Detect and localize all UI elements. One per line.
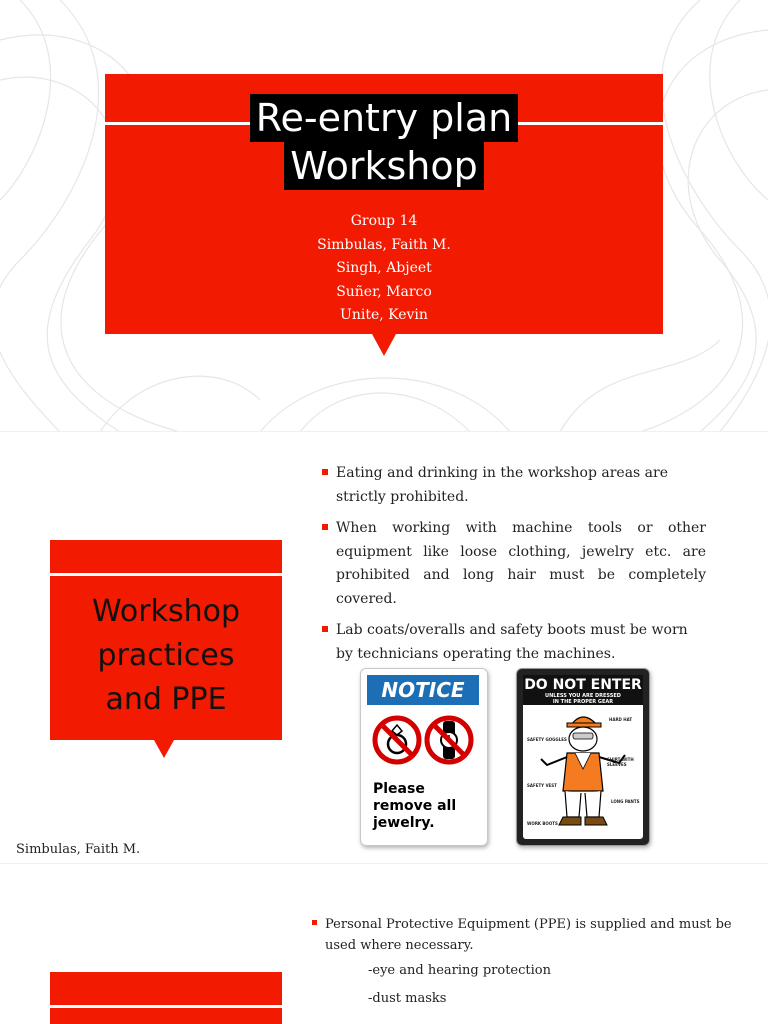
notice-header: NOTICE xyxy=(367,675,479,705)
section-title-rule xyxy=(50,1005,282,1008)
list-item: Lab coats/overalls and safety boots must be worn by technicians operating the machines. xyxy=(322,619,706,666)
ppe-list xyxy=(312,914,732,956)
sign-header-subtitle: UNLESS YOU ARE DRESSED xyxy=(545,693,621,699)
prohibition-icons xyxy=(367,709,479,771)
group-members xyxy=(105,210,663,328)
gear-label: LONG PANTS xyxy=(611,799,640,804)
slide-title xyxy=(0,0,768,432)
member-name: Singh, Abjeet xyxy=(336,260,432,276)
member-name: Unite, Kevin xyxy=(340,307,428,323)
practices-list xyxy=(322,462,706,674)
gear-label: SAFETY GOGGLES xyxy=(527,737,567,742)
slide-title-text xyxy=(105,94,663,190)
slide-workshop-practices xyxy=(0,432,768,864)
title-line-1: Re-entry plan xyxy=(250,94,518,142)
section-title-line: Workshop xyxy=(91,594,240,629)
gear-label: SHIRT WITH SLEEVES xyxy=(607,757,634,767)
no-ring-icon xyxy=(375,718,419,762)
notice-text-line: remove all xyxy=(373,798,457,814)
no-watch-icon xyxy=(427,718,471,762)
do-not-enter-sign xyxy=(516,668,650,846)
section-arrow-pointer xyxy=(154,740,174,758)
gear-label: WORK BOOTS xyxy=(527,821,558,826)
list-item: Personal Protective Equipment (PPE) is supplied and must be used where necessary. xyxy=(312,914,732,956)
worker-mascot-illustration xyxy=(523,705,643,839)
sign-header-subtitle: IN THE PROPER GEAR xyxy=(552,699,614,705)
member-name: Simbulas, Faith M. xyxy=(317,236,451,253)
section-title-line: and PPE xyxy=(105,682,227,717)
title-line-2: Workshop xyxy=(284,142,483,190)
list-item: When working with machine tools or other equipment like loose clothing, jewelry etc. are prohibited and long hair must be completely covered. xyxy=(322,517,706,611)
section-title xyxy=(50,590,282,722)
ppe-sub-item: -dust masks xyxy=(368,991,447,1006)
ppe-sub-item: -eye and hearing protection xyxy=(368,963,551,978)
notice-text xyxy=(373,781,479,832)
section-title-line: practices xyxy=(97,638,235,673)
gear-label: SAFETY VEST xyxy=(527,783,557,788)
section-title-rule xyxy=(50,573,282,576)
sign-header xyxy=(523,675,643,705)
slide-author: Simbulas, Faith M. xyxy=(16,842,141,857)
member-name: Suñer, Marco xyxy=(336,283,432,300)
section-title-box xyxy=(50,540,282,740)
sign-header-title: DO NOT ENTER xyxy=(524,677,642,693)
notice-text-line: Please xyxy=(373,781,425,797)
slide-ppe xyxy=(0,864,768,1024)
group-name: Group 14 xyxy=(350,213,418,229)
section-title-box xyxy=(50,972,282,1024)
sign-panel xyxy=(523,675,643,839)
gear-label: HARD HAT xyxy=(609,717,633,722)
title-arrow-pointer xyxy=(372,334,396,356)
notice-jewelry-sign xyxy=(360,668,488,846)
title-box xyxy=(105,74,663,334)
notice-text-line: jewelry. xyxy=(373,815,435,831)
list-item: Eating and drinking in the workshop areas are strictly prohibited. xyxy=(322,462,706,509)
